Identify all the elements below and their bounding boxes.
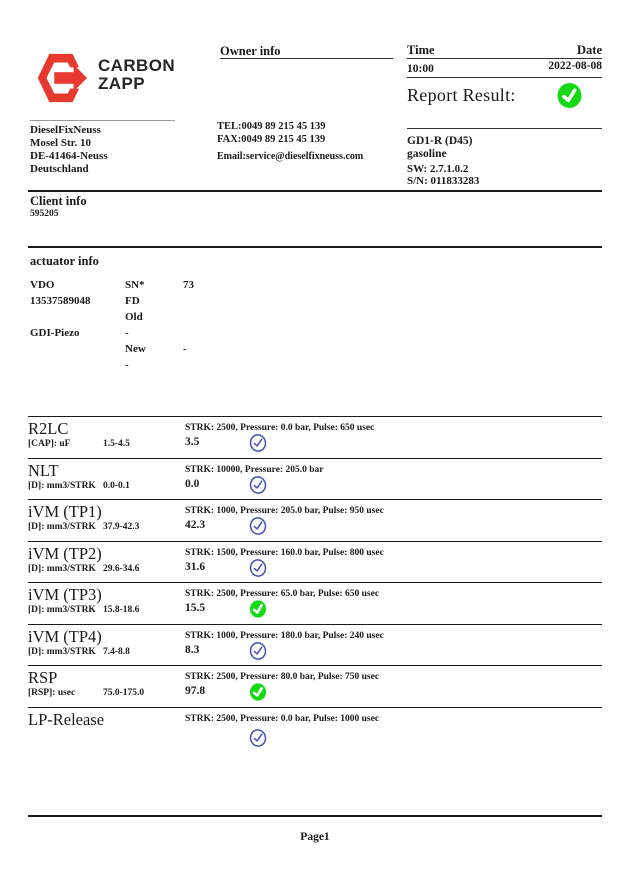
actuator-cell-c2-row1: SN* (125, 279, 145, 291)
machine-sw-version: SW: 2.7.1.0.2 (407, 163, 469, 175)
machine-serial-number: S/N: 011833283 (407, 175, 480, 187)
test-unit-label: [RSP]: usec (28, 688, 76, 698)
test-row-ivm-tp2 (28, 541, 602, 584)
test-unit-label: [CAP]: uF (28, 439, 71, 449)
test-title: iVM (TP2) (28, 544, 102, 563)
address-name: DieselFixNeuss (30, 124, 101, 136)
test-title: RSP (28, 668, 58, 687)
actuator-cell-c2-row4: - (125, 327, 129, 339)
test-parameters: STRK: 10000, Pressure: 205.0 bar (185, 465, 324, 475)
actuator-section-line (28, 246, 602, 248)
test-tolerance-range: 0.0-0.1 (103, 481, 130, 491)
test-parameters: STRK: 1500, Pressure: 160.0 bar, Pulse: 800 usec (185, 548, 384, 558)
test-row-rsp (28, 665, 602, 708)
test-unit-label: [D]: mm3/STRK (28, 564, 96, 574)
test-tolerance-range: 15.8-18.6 (103, 605, 140, 615)
test-measured-value: 15.5 (185, 602, 206, 614)
blue-circle-check-icon (249, 729, 267, 747)
test-unit-label: [D]: mm3/STRK (28, 481, 96, 491)
actuator-cell-c1-row4: GDI-Piezo (30, 327, 80, 339)
actuator-cell-c2-row5: New (125, 343, 146, 355)
test-row-nlt (28, 458, 602, 501)
owner-info-underline (220, 58, 393, 59)
test-unit-label: [D]: mm3/STRK (28, 605, 96, 615)
blue-circle-check-icon (249, 642, 267, 660)
actuator-cell-c1-row1: VDO (30, 279, 55, 291)
machine-model: GD1-R (D45) (407, 135, 473, 147)
time-label: Time (407, 43, 435, 57)
test-row-ivm-tp3 (28, 582, 602, 625)
client-info-label: Client info (30, 194, 87, 208)
test-parameters: STRK: 2500, Pressure: 0.0 bar, Pulse: 650 usec (185, 423, 375, 433)
test-row-r2lc (28, 416, 602, 459)
test-tolerance-range: 37.9-42.3 (103, 522, 140, 532)
test-measured-value: 8.3 (185, 644, 200, 656)
test-row-lp-release (28, 707, 602, 750)
test-parameters: STRK: 2500, Pressure: 0.0 bar, Pulse: 1000 usec (185, 714, 380, 724)
test-tolerance-range: 1.5-4.5 (103, 439, 130, 449)
test-unit-label: [D]: mm3/STRK (28, 647, 96, 657)
test-title: iVM (TP1) (28, 502, 102, 521)
green-check-icon (249, 683, 267, 701)
test-tolerance-range: 75.0-175.0 (103, 688, 145, 698)
time-value-divider (407, 77, 602, 78)
time-value: 10:00 (407, 63, 434, 75)
test-measured-value: 31.6 (185, 561, 206, 573)
actuator-cell-c1-row2: 13537589048 (30, 295, 91, 307)
carbon-zapp-logo-icon (32, 49, 90, 107)
blue-circle-check-icon (249, 434, 267, 452)
brand-wordmark (98, 57, 175, 93)
test-title: NLT (28, 461, 59, 480)
date-value: 2022-08-08 (548, 60, 602, 72)
test-measured-value: 0.0 (185, 478, 200, 490)
footer-line (28, 815, 602, 817)
contact-email: Email:service@dieselfixneuss.com (217, 151, 364, 162)
report-result-label: Report Result: (407, 85, 516, 105)
time-date-divider (407, 58, 602, 59)
owner-address (30, 124, 108, 176)
address-topline (30, 120, 175, 121)
brand-line1: CARBON (98, 56, 176, 75)
date-label: Date (577, 43, 602, 57)
test-title: iVM (TP4) (28, 627, 102, 646)
actuator-cell-c2-row2: FD (125, 295, 140, 307)
test-tolerance-range: 29.6-34.6 (103, 564, 140, 574)
test-measured-value: 42.3 (185, 519, 206, 531)
blue-circle-check-icon (249, 559, 267, 577)
actuator-cell-c3-row1: 73 (183, 279, 194, 291)
test-title: iVM (TP3) (28, 585, 102, 604)
contact-fax: FAX:0049 89 215 45 139 (217, 134, 326, 145)
actuator-cell-c2-row6: - (125, 359, 129, 371)
test-unit-label: [D]: mm3/STRK (28, 522, 96, 532)
test-row-ivm-tp1 (28, 499, 602, 542)
page-number-label: Page1 (300, 831, 330, 843)
actuator-cell-c3-row5: - (183, 343, 187, 355)
address-city: DE-41464-Neuss (30, 150, 108, 162)
test-parameters: STRK: 1000, Pressure: 180.0 bar, Pulse: 240 usec (185, 631, 384, 641)
address-street: Mosel Str. 10 (30, 137, 92, 149)
blue-circle-check-icon (249, 517, 267, 535)
actuator-info-label: actuator info (30, 254, 99, 268)
test-tolerance-range: 7.4-8.8 (103, 647, 130, 657)
machine-fuel: gasoline (407, 148, 447, 160)
blue-circle-check-icon (249, 476, 267, 494)
client-section-line (28, 190, 602, 192)
test-parameters: STRK: 1000, Pressure: 205.0 bar, Pulse: 950 usec (185, 506, 384, 516)
contact-tel: TEL:0049 89 215 45 139 (217, 121, 326, 132)
test-title: LP-Release (28, 710, 105, 729)
owner-info-label: Owner info (220, 44, 281, 58)
test-parameters: STRK: 2500, Pressure: 80.0 bar, Pulse: 750 usec (185, 672, 380, 682)
brand-line2: ZAPP (98, 74, 145, 93)
actuator-cell-c2-row3: Old (125, 311, 143, 323)
test-measured-value: 97.8 (185, 685, 206, 697)
client-info-value: 595205 (30, 209, 59, 219)
test-parameters: STRK: 2500, Pressure: 65.0 bar, Pulse: 650 usec (185, 589, 380, 599)
address-country: Deutschland (30, 163, 89, 175)
test-title: R2LC (28, 419, 69, 438)
green-check-icon (249, 600, 267, 618)
report-result-green-check-icon (557, 83, 582, 108)
test-measured-value: 3.5 (185, 436, 200, 448)
machine-divider (407, 128, 602, 129)
test-row-ivm-tp4 (28, 624, 602, 667)
